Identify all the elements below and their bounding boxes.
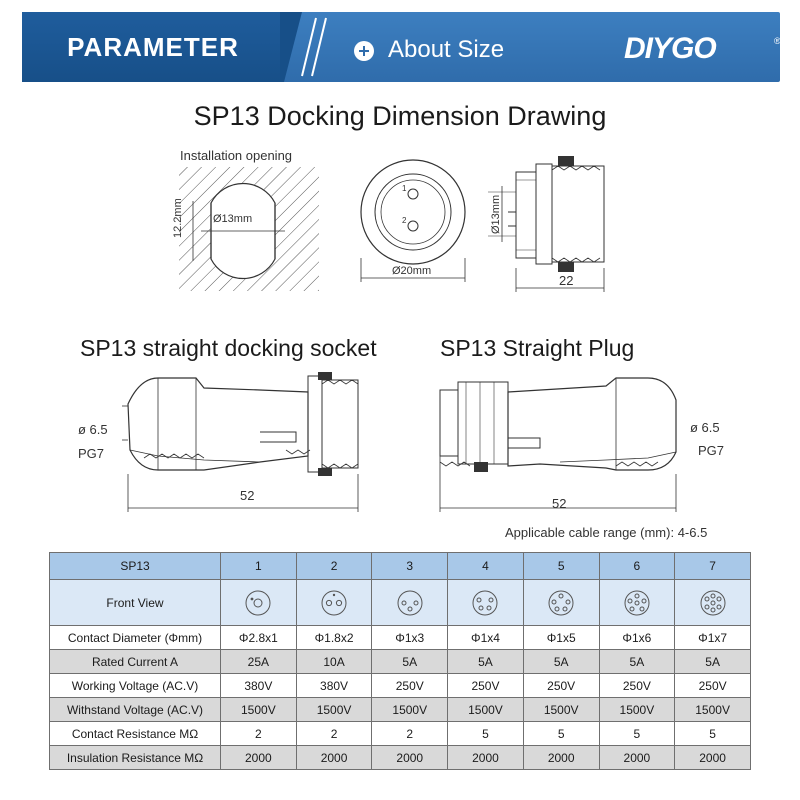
front-view-label: Front View (50, 580, 221, 626)
front-view-cell (372, 580, 448, 626)
pin-layout-4-icon (470, 588, 500, 618)
table-cell: 250V (372, 674, 448, 698)
installation-opening-label: Installation opening (180, 148, 293, 163)
registered-mark: ® (774, 36, 781, 46)
table-row (50, 674, 751, 698)
table-header-row (50, 553, 751, 580)
cable-range-note: Applicable cable range (mm): 4-6.5 (505, 525, 708, 540)
table-cell: Φ1x5 (523, 626, 599, 650)
brand-logo: DIYGO (624, 32, 716, 65)
header-banner (0, 0, 800, 88)
opening-diameter-label: Ø13mm (213, 213, 253, 225)
face-diameter-label: Ø20mm (392, 265, 432, 277)
table-header-cell: 4 (448, 553, 524, 580)
table-cell: 25A (221, 650, 297, 674)
table-cell: 250V (599, 674, 675, 698)
table-header-cell: 3 (372, 553, 448, 580)
pin-layout-7-icon (698, 588, 728, 618)
table-cell: 380V (296, 674, 372, 698)
pin-layout-2-icon (319, 588, 349, 618)
front-view-cell (448, 580, 524, 626)
plug-cable-label: ø 6.5 (690, 420, 720, 435)
pin-layout-3-icon (395, 588, 425, 618)
pin-layout-6-icon (622, 588, 652, 618)
front-view-cell (675, 580, 751, 626)
row-label: Insulation Resistance MΩ (50, 746, 221, 770)
table-cell: Φ1x7 (675, 626, 751, 650)
subsection-label: About Size (388, 36, 505, 63)
table-cell: 2000 (599, 746, 675, 770)
row-label: Withstand Voltage (AC.V) (50, 698, 221, 722)
row-label: Rated Current A (50, 650, 221, 674)
table-header-cell: 6 (599, 553, 675, 580)
banner-slash-decoration (280, 12, 340, 82)
table-cell: 2000 (448, 746, 524, 770)
table-cell: 250V (448, 674, 524, 698)
table-cell: 2000 (675, 746, 751, 770)
table-cell: 5A (523, 650, 599, 674)
table-cell: 1500V (372, 698, 448, 722)
socket-length-label: 52 (240, 488, 255, 503)
table-cell: Φ1x4 (448, 626, 524, 650)
table-header-cell: 1 (221, 553, 297, 580)
front-view-cell (523, 580, 599, 626)
table-cell: 5A (372, 650, 448, 674)
table-row (50, 626, 751, 650)
table-header-cell: 5 (523, 553, 599, 580)
plug-title: SP13 Straight Plug (440, 335, 635, 361)
table-cell: 1500V (448, 698, 524, 722)
table-cell: 5 (675, 722, 751, 746)
table-cell: 1500V (599, 698, 675, 722)
table-cell: 1500V (523, 698, 599, 722)
table-row (50, 698, 751, 722)
table-cell: 2000 (296, 746, 372, 770)
drawing-title: SP13 Docking Dimension Drawing (193, 101, 607, 131)
connector-side-drawing (488, 150, 618, 295)
spec-table (49, 552, 751, 770)
table-cell: Φ1.8x2 (296, 626, 372, 650)
table-cell: 380V (221, 674, 297, 698)
table-row (50, 650, 751, 674)
table-cell: 2000 (372, 746, 448, 770)
front-view-cell (599, 580, 675, 626)
table-cell: 5 (599, 722, 675, 746)
table-cell: 5 (523, 722, 599, 746)
table-cell: 5 (448, 722, 524, 746)
installation-opening-drawing (175, 165, 325, 295)
table-cell: 5A (448, 650, 524, 674)
table-cell: 1500V (675, 698, 751, 722)
table-cell: 10A (296, 650, 372, 674)
opening-height-label: 12.2mm (172, 198, 184, 238)
table-cell: 2 (372, 722, 448, 746)
row-label: Contact Resistance MΩ (50, 722, 221, 746)
socket-title: SP13 straight docking socket (80, 335, 377, 361)
table-cell: 2 (221, 722, 297, 746)
pin-layout-1-icon (243, 588, 273, 618)
table-header-cell: SP13 (50, 553, 221, 580)
plug-thread-label: PG7 (698, 443, 725, 458)
table-header-cell: 7 (675, 553, 751, 580)
table-cell: Φ1x3 (372, 626, 448, 650)
table-cell: Φ1x6 (599, 626, 675, 650)
pin-label-1: 1 (402, 184, 407, 193)
side-length-label: 22 (559, 273, 574, 288)
pin-layout-5-icon (546, 588, 576, 618)
plus-circle-icon (354, 41, 374, 61)
table-cell: 2000 (523, 746, 599, 770)
table-cell: 5A (675, 650, 751, 674)
row-label: Contact Diameter (Φmm) (50, 626, 221, 650)
table-cell: 2 (296, 722, 372, 746)
table-cell: 5A (599, 650, 675, 674)
table-row (50, 746, 751, 770)
plug-length-label: 52 (552, 496, 567, 511)
side-diameter-label: Ø13mm (490, 194, 502, 234)
section-label: PARAMETER (67, 32, 239, 62)
socket-cable-label: ø 6.5 (78, 422, 108, 437)
table-cell: 1500V (296, 698, 372, 722)
pin-label-2: 2 (402, 216, 407, 225)
socket-thread-label: PG7 (78, 446, 105, 461)
front-view-row (50, 580, 751, 626)
table-cell: 250V (675, 674, 751, 698)
table-cell: 250V (523, 674, 599, 698)
table-cell: 2000 (221, 746, 297, 770)
table-row (50, 722, 751, 746)
row-label: Working Voltage (AC.V) (50, 674, 221, 698)
front-view-cell (296, 580, 372, 626)
table-cell: 1500V (221, 698, 297, 722)
table-header-cell: 2 (296, 553, 372, 580)
table-cell: Φ2.8x1 (221, 626, 297, 650)
front-view-cell (221, 580, 297, 626)
